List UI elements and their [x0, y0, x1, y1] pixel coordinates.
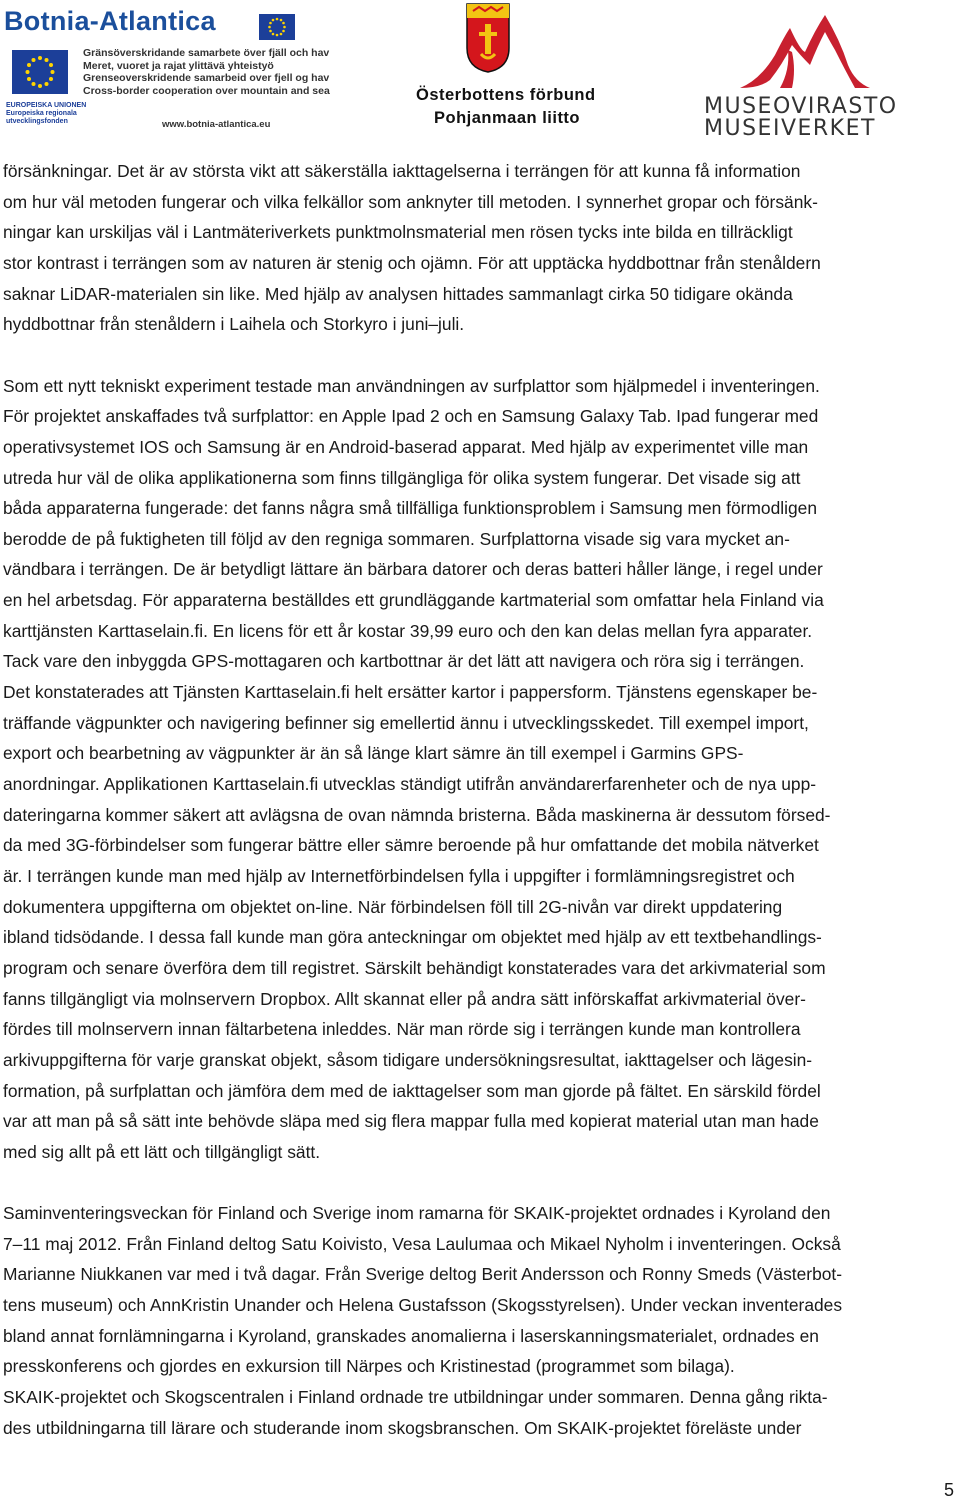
text-line: formation, på surfplattan och jämföra dem med de iakttagelser som man gjorde på fältet. En särskild fördel: [3, 1081, 821, 1101]
text-line: Saminventeringsveckan för Finland och Sverige inom ramarna för SKAIK-projektet ordnades i Kyroland den: [3, 1203, 831, 1223]
page-number: 5: [943, 1480, 954, 1500]
botnia-url: www.botnia-atlantica.eu: [162, 119, 271, 130]
eu-text-line: utvecklingsfonden: [6, 118, 68, 125]
text-line: saknar LiDAR-materialen sin like. Med hjälp av analysen hittades sammanlagt cirka 50 tidigare okända: [3, 284, 793, 304]
text-line: utreda hur väl de olika applikationerna som finns tillgängliga för olika system fungerar. Det visade sig att: [3, 468, 801, 488]
text-line: var att man på så sätt inte behövde släpa med sig flera mappar fulla med kopierat material utan man hade: [3, 1111, 819, 1131]
text-line: ningar kan urskiljas väl i Lantmäteriverkets punktmolnsmaterial men rösen tycks inte bilda en tillräckligt: [3, 222, 793, 242]
museovirasto-name: MUSEOVIRASTO: [704, 94, 898, 119]
text-line: presskonferens och gjordes en exkursion till Närpes och Kristinestad (programmet som bilaga).: [3, 1356, 735, 1376]
eu-text-line: Europeiska regionala: [6, 110, 77, 117]
tagline: Cross-border cooperation over mountain and sea: [83, 84, 330, 97]
tagline: Grenseoverskridende samarbeid over fjell og hav: [83, 72, 330, 84]
text-line: program och senare överföra dem till registret. Särskilt behändigt konstaterades vara det arkivmaterial som: [3, 958, 826, 978]
text-line: operativsystemet IOS och Samsung är en Android-baserad apparat. Med hjälp av experimentet ville man: [3, 437, 809, 457]
text-line: med sig allt på ett lätt och tillgängligt sätt.: [3, 1142, 321, 1162]
text-line: För projektet anskaffades två surfplattor: en Apple Ipad 2 och en Samsung Galaxy Tab. Ipad fungerar med: [3, 406, 819, 426]
text-line: arkivuppgifterna för varje granskat objekt, såsom tidigare undersökningsresultat, iakttagelser och lägesin-: [3, 1050, 813, 1070]
text-line: export och bearbetning av vägpunkter är än så länge klart sämre än till exempel i Garmins GPS-: [3, 743, 744, 763]
text-line: fanns tillgängligt via molnservern Dropbox. Allt skannat eller på andra sätt införskaffat arkivmaterial över-: [3, 989, 806, 1009]
text-line: en hel arbetsdag. För apparaterna beställdes ett grundläggande kartmaterial som omfattar hela Finland via: [3, 590, 824, 610]
text-line: da med 3G-förbindelser som fungerar bättre eller sämre beroende på hur omfattande det mobila nätverket: [3, 835, 819, 855]
text-line: stor kontrast i terrängen som av naturen är stenig och ojämn. För att upptäcka hyddbottnar från stenåldern: [3, 253, 821, 273]
eu-text-line: EUROPEISKA UNIONEN: [6, 102, 87, 109]
page-header: [0, 0, 960, 145]
text-line: des utbildningarna till lärare och studerande inom skogsbranschen. Om SKAIK-projektet föreläste under: [3, 1418, 802, 1438]
osterbotten-name: Österbottens förbund: [416, 86, 596, 104]
text-line: vändbara i terrängen. De är betydligt lättare än bärbara datorer och deras batteri håller länge, i regel under: [3, 559, 823, 579]
text-line: försänkningar. Det är av största vikt att säkerställa iakttagelserna i terrängen för att kunna få information: [3, 161, 801, 181]
osterbottens-forbund-logo: [416, 2, 596, 132]
eu-flag-icon: [259, 14, 295, 40]
text-line: Tack vare den inbyggda GPS-mottagaren och kartbottnar är det lätt att navigera och röra sig i terrängen.: [3, 651, 805, 671]
botnia-atlantica-title: Botnia-Atlantica: [4, 6, 216, 36]
text-line: dokumentera uppgifterna om objektet on-line. När förbindelsen föll till 2G-nivån var direkt uppdatering: [3, 897, 783, 917]
text-line: berodde de på fuktigheten till följd av den regniga sommaren. Surfplattorna visade sig vara mycket an-: [3, 529, 790, 549]
eu-flag-large-icon: [12, 50, 68, 94]
text-line: SKAIK-projektet och Skogscentralen i Finland ordnade tre utbildningar under sommaren. Denna gång rikta-: [3, 1387, 828, 1407]
eu-fund-text: [6, 102, 86, 126]
text-line: dateringarna kommer säkert att avlägsna de ovan nämnda bristerna. Båda maskinerna är dessutom försed-: [3, 805, 831, 825]
osterbotten-name-fi: Pohjanmaan liitto: [434, 109, 581, 127]
text-line: hyddbottnar från stenåldern i Laihela och Storkyro i juni–juli.: [3, 314, 465, 334]
text-line: anordningar. Applikationen Karttaselain.fi utvecklas ständigt utifrån användarerfarenheter och de nya upp-: [3, 774, 817, 794]
text-line: karttjänsten Karttaselain.fi. En licens för ett år kostar 39,99 euro och den kan delas mellan fyra apparater.: [3, 621, 813, 641]
text-line: Det konstaterades att Tjänsten Karttaselain.fi helt ersätter kartor i pappersform. Tjänstens egenskaper be-: [3, 682, 818, 702]
museiverket-name: MUSEIVERKET: [704, 116, 876, 141]
museovirasto-logo: [700, 10, 900, 141]
text-line: om hur väl metoden fungerar och vilka felkällor som anknyter till metoden. I synnerhet gropar och försänk-: [3, 192, 818, 212]
text-line: Marianne Niukkanen var med i två dagar. Från Sverige deltog Berit Andersson och Ronny Smeds (Västerbot-: [3, 1264, 843, 1284]
text-line: bland annat fornlämningarna i Kyroland, granskades anomalierna i laserskanningsmaterialet, ordnades en: [3, 1326, 819, 1346]
text-line: ibland tidsödande. I dessa fall kunde man göra anteckningar om objektet med hjälp av ett textbehandlings-: [3, 927, 822, 947]
museovirasto-mark-icon: [730, 10, 880, 90]
tagline: Gränsöverskridande samarbete över fjäll och hav: [83, 47, 330, 59]
text-line: Som ett nytt tekniskt experiment testade man användningen av surfplattor som hjälpmedel i inventeringen.: [3, 376, 820, 396]
text-line: 7–11 maj 2012. Från Finland deltog Satu Koivisto, Vesa Laulumaa och Mikael Nyholm i inventeringen. Också: [3, 1234, 841, 1254]
text-line: är. I terrängen kunde man med hjälp av Internetförbindelsen fylla i uppgifter i formlämningsregistret och: [3, 866, 795, 886]
botnia-atlantica-logo: [4, 6, 330, 134]
tagline: Meret, vuoret ja rajat ylittävä yhteistyö: [83, 59, 274, 72]
text-line: båda apparaterna fungerade: det fanns några små tillfälliga funktionsproblem i Samsung men förmodligen: [3, 498, 817, 518]
botnia-taglines: [83, 47, 330, 97]
osterbotten-coat-of-arms-icon: [465, 2, 511, 74]
text-line: tens museum) och AnnKristin Unander och Helena Gustafsson (Skogsstyrelsen). Under veckan inventerades: [3, 1295, 843, 1315]
text-line: fördes till molnservern innan fältarbetena inleddes. När man rörde sig i terrängen kunde man kontrollera: [3, 1019, 801, 1039]
text-line: träffande vägpunkter och navigering befinner sig emellertid ännu i utvecklingsskedet. Till exempel import,: [3, 713, 809, 733]
